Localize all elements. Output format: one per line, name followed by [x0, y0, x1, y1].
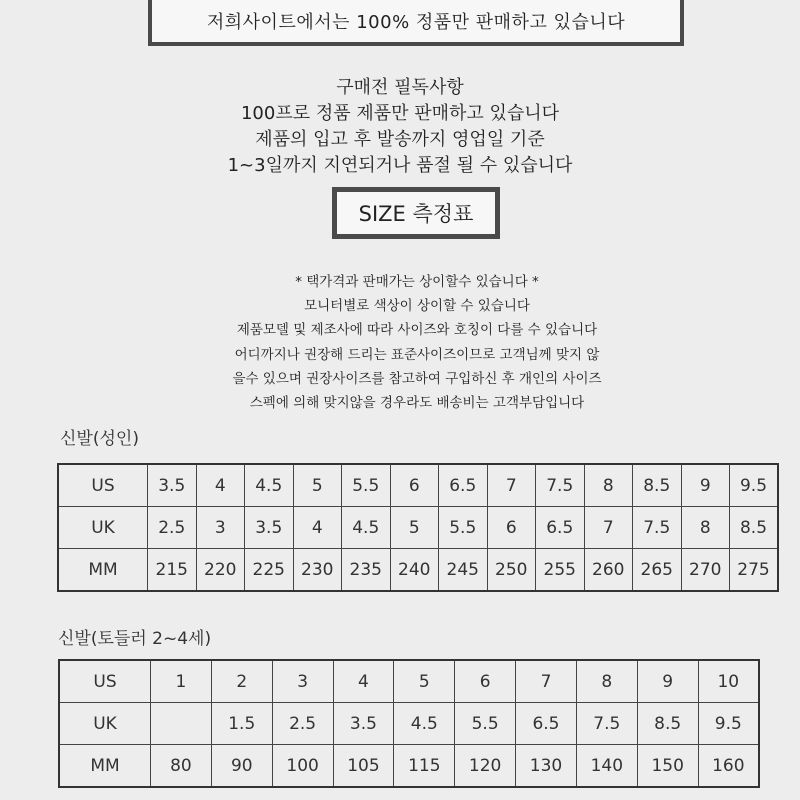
size-cell: 5.5 — [455, 703, 516, 745]
size-cell: 130 — [516, 745, 577, 788]
size-cell: 5 — [390, 507, 439, 549]
size-cell: 240 — [390, 549, 439, 592]
adult-shoes-label: 신발(성인) — [60, 429, 139, 449]
size-cell: 270 — [681, 549, 730, 592]
size-cell: 100 — [272, 745, 333, 788]
size-cell: 8.5 — [730, 507, 779, 549]
size-cell: 6 — [390, 464, 439, 507]
size-cell: 6 — [455, 660, 516, 703]
size-cell: 225 — [245, 549, 294, 592]
size-cell: 8 — [576, 660, 637, 703]
size-cell: 275 — [730, 549, 779, 592]
size-cell: 4.5 — [342, 507, 391, 549]
size-cell: 10 — [698, 660, 759, 703]
size-cell: 250 — [487, 549, 536, 592]
notice-line: 100프로 정품 제품만 판매하고 있습니다 — [240, 103, 560, 124]
size-row-mm — [58, 549, 778, 592]
size-cell: 245 — [439, 549, 488, 592]
size-info — [0, 270, 800, 415]
size-cell: 235 — [342, 549, 391, 592]
notice-line: 1~3일까지 지연되거나 품절 될 수 있습니다 — [227, 155, 573, 176]
info-line: * 택가격과 판매가는 상이할수 있습니다 * — [295, 274, 539, 290]
size-row-mm — [59, 745, 759, 788]
toddler-size-table — [58, 659, 760, 788]
size-cell: 3 — [196, 507, 245, 549]
size-chart-title-text: SIZE 측정표 — [358, 202, 474, 226]
size-cell: 5 — [293, 464, 342, 507]
size-cell: 3 — [272, 660, 333, 703]
size-cell: 3.5 — [245, 507, 294, 549]
size-cell: 265 — [633, 549, 682, 592]
size-cell: 5.5 — [342, 464, 391, 507]
info-line: 스펙에 의해 맞지않을 경우라도 배송비는 고객부담입니다 — [249, 394, 585, 411]
size-cell: 3.5 — [333, 703, 394, 745]
size-cell: 5.5 — [439, 507, 488, 549]
info-line: 어디까지나 권장해 드리는 표준사이즈이므로 고객님께 맞지 않 — [234, 346, 600, 363]
size-row-us — [59, 660, 759, 703]
notice-line: 제품의 입고 후 발송까지 영업일 기준 — [255, 129, 545, 150]
notice-line: 구매전 필독사항 — [336, 77, 464, 98]
size-cell: 2.5 — [272, 703, 333, 745]
size-cell: 105 — [333, 745, 394, 788]
size-cell: 220 — [196, 549, 245, 592]
banner-text: 저희사이트에서는 100% 정품만 판매하고 있습니다 — [206, 12, 626, 33]
info-line: 모니터별로 색상이 상이할 수 있습니다 — [304, 298, 530, 315]
size-cell: 8.5 — [637, 703, 698, 745]
size-cell: 6.5 — [516, 703, 577, 745]
size-cell: 3.5 — [148, 464, 197, 507]
top-banner — [148, 0, 684, 46]
size-cell: 4 — [196, 464, 245, 507]
size-cell: 2.5 — [148, 507, 197, 549]
size-cell: 9.5 — [698, 703, 759, 745]
size-cell: 215 — [148, 549, 197, 592]
size-cell: 120 — [455, 745, 516, 788]
size-cell: 5 — [394, 660, 455, 703]
size-cell: 7 — [584, 507, 633, 549]
size-cell: 140 — [576, 745, 637, 788]
size-cell: 230 — [293, 549, 342, 592]
size-cell: 80 — [151, 745, 212, 788]
size-cell: 4.5 — [394, 703, 455, 745]
size-row-uk — [59, 703, 759, 745]
row-header: UK — [58, 507, 148, 549]
size-cell: 9 — [637, 660, 698, 703]
size-cell: 7 — [487, 464, 536, 507]
size-cell: 4 — [293, 507, 342, 549]
size-cell: 6 — [487, 507, 536, 549]
adult-size-table — [57, 463, 779, 592]
size-cell: 115 — [394, 745, 455, 788]
size-cell: 2 — [211, 660, 272, 703]
size-cell: 7 — [516, 660, 577, 703]
size-cell: 9.5 — [730, 464, 779, 507]
size-cell: 7.5 — [536, 464, 585, 507]
size-chart-title — [332, 187, 500, 239]
row-header: US — [58, 464, 148, 507]
size-cell: 150 — [637, 745, 698, 788]
row-header: UK — [59, 703, 151, 745]
size-cell: 8.5 — [633, 464, 682, 507]
size-cell: 6.5 — [439, 464, 488, 507]
size-cell — [151, 703, 212, 745]
size-cell: 6.5 — [536, 507, 585, 549]
size-cell: 9 — [681, 464, 730, 507]
info-line: 제품모델 및 제조사에 따라 사이즈와 호칭이 다를 수 있습니다 — [236, 322, 598, 339]
size-cell: 4 — [333, 660, 394, 703]
size-cell: 7.5 — [576, 703, 637, 745]
size-cell: 1.5 — [211, 703, 272, 745]
size-cell: 160 — [698, 745, 759, 788]
row-header: MM — [59, 745, 151, 788]
size-row-us — [58, 464, 778, 507]
row-header: MM — [58, 549, 148, 592]
size-cell: 255 — [536, 549, 585, 592]
size-cell: 7.5 — [633, 507, 682, 549]
size-cell: 90 — [211, 745, 272, 788]
info-line: 을수 있으며 권장사이즈를 참고하여 구입하신 후 개인의 사이즈 — [232, 370, 602, 387]
size-cell: 1 — [151, 660, 212, 703]
size-cell: 8 — [681, 507, 730, 549]
size-row-uk — [58, 507, 778, 549]
toddler-shoes-label: 신발(토들러 2~4세) — [58, 629, 212, 649]
size-cell: 8 — [584, 464, 633, 507]
size-cell: 4.5 — [245, 464, 294, 507]
size-cell: 260 — [584, 549, 633, 592]
purchase-notice — [0, 75, 800, 179]
row-header: US — [59, 660, 151, 703]
